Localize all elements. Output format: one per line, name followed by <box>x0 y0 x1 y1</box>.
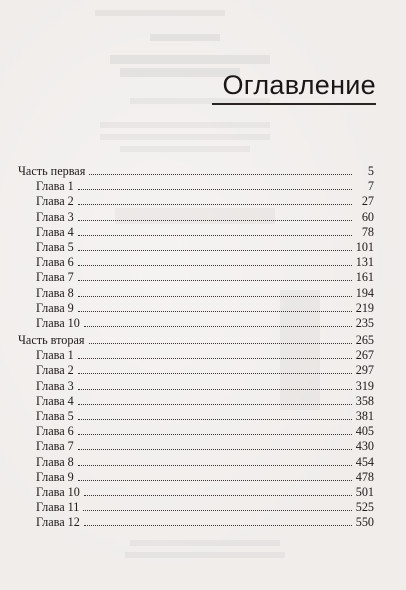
ghost-line <box>100 134 270 140</box>
dot-leader <box>83 510 351 511</box>
dot-leader <box>78 449 352 450</box>
dot-leader <box>78 465 352 466</box>
toc-page-number: 405 <box>355 424 374 439</box>
toc-entry-label: Глава 7 <box>36 270 74 285</box>
dot-leader <box>78 204 352 205</box>
toc-chapter-entry[interactable] <box>18 179 374 194</box>
toc-page-number: 381 <box>355 409 374 423</box>
toc-entry-label: Глава 5 <box>36 239 74 254</box>
toc-entry-label: Глава 1 <box>36 348 74 363</box>
toc-chapter-entry[interactable] <box>18 455 374 470</box>
toc-page-number: 78 <box>361 224 374 239</box>
toc-page-number: 267 <box>355 348 374 363</box>
toc-entry-label: Глава 1 <box>36 179 74 194</box>
dot-leader <box>78 220 352 221</box>
toc-chapter-entry[interactable] <box>18 394 374 409</box>
toc-entry-label: Глава 10 <box>36 484 80 499</box>
toc-chapter-entry[interactable] <box>18 240 374 255</box>
toc-entry-label: Глава 10 <box>36 315 80 330</box>
toc-page-number: 525 <box>355 500 374 515</box>
dot-leader <box>78 373 352 374</box>
toc-chapter-entry[interactable] <box>18 286 374 301</box>
toc-chapter-entry[interactable] <box>18 515 374 530</box>
toc-chapter-entry[interactable] <box>18 363 374 378</box>
toc-chapter-entry[interactable] <box>18 348 374 363</box>
toc-entry-label: Глава 8 <box>36 285 74 300</box>
dot-leader <box>78 480 352 481</box>
dot-leader <box>78 280 352 281</box>
toc-chapter-entry[interactable] <box>18 255 374 270</box>
page-title: Оглавление <box>222 70 376 100</box>
toc-page-number: 358 <box>355 393 374 408</box>
toc-chapter-entry[interactable] <box>18 301 374 316</box>
toc-entry-label: Глава 7 <box>36 439 74 454</box>
toc-entry-label: Глава 5 <box>36 409 74 423</box>
toc-page-number: 161 <box>355 270 374 285</box>
dot-leader <box>78 404 352 405</box>
toc-chapter-entry[interactable] <box>18 316 374 331</box>
toc-entry-label: Глава 3 <box>36 378 74 393</box>
toc-page-number: 7 <box>367 179 374 194</box>
toc-entry-label: Глава 11 <box>36 500 80 515</box>
toc-part-second[interactable] <box>18 333 374 348</box>
toc-page-number: 454 <box>355 454 374 469</box>
title-underline <box>212 103 376 105</box>
toc-entry-label: Глава 4 <box>36 393 74 408</box>
dot-leader <box>78 296 352 297</box>
dot-leader <box>89 343 352 344</box>
toc-entry-label: Глава 3 <box>36 209 74 224</box>
toc-chapter-entry[interactable] <box>18 270 374 285</box>
toc-entry-label: Глава 9 <box>36 469 74 484</box>
toc-chapter-entry[interactable] <box>18 470 374 485</box>
toc-page-number: 550 <box>355 515 374 530</box>
toc-chapter-entry[interactable] <box>18 194 374 209</box>
toc-chapter-entry[interactable] <box>18 210 374 225</box>
toc-page-number: 430 <box>355 439 374 454</box>
dot-leader <box>84 525 352 526</box>
ghost-line <box>110 55 270 64</box>
toc-entry-label: Глава 2 <box>36 194 74 209</box>
toc-entry-label: Глава 8 <box>36 454 74 469</box>
ghost-line <box>95 10 225 16</box>
toc-entry-label: Часть вторая <box>18 333 85 348</box>
dot-leader <box>89 174 352 175</box>
ghost-line <box>100 122 270 128</box>
toc-page-number: 60 <box>361 209 374 224</box>
toc-entry-label: Глава 12 <box>36 515 80 530</box>
toc-chapter-entry[interactable] <box>18 379 374 394</box>
ghost-line <box>150 34 220 41</box>
toc-page-number: 478 <box>355 469 374 484</box>
dot-leader <box>84 326 352 327</box>
dot-leader <box>78 265 352 266</box>
toc-chapter-entry[interactable] <box>18 409 374 424</box>
toc-entry-label: Глава 9 <box>36 300 74 315</box>
toc-entry-label: Часть первая <box>18 164 86 178</box>
toc-chapter-entry[interactable] <box>18 225 374 240</box>
dot-leader <box>78 235 352 236</box>
toc-page-number: 235 <box>355 315 374 330</box>
toc-chapter-entry[interactable] <box>18 485 374 500</box>
dot-leader <box>78 358 352 359</box>
ghost-line <box>125 552 285 558</box>
toc-page-number: 194 <box>355 285 374 300</box>
toc-entry-label: Глава 6 <box>36 424 74 439</box>
dot-leader <box>78 389 352 390</box>
dot-leader <box>78 434 352 435</box>
ghost-line <box>120 146 250 152</box>
toc-page-number: 5 <box>367 164 374 178</box>
toc-page-number: 319 <box>355 378 374 393</box>
dot-leader <box>84 495 352 496</box>
toc-entry-label: Глава 2 <box>36 363 74 378</box>
toc-chapter-entry[interactable] <box>18 424 374 439</box>
toc-page-number: 27 <box>361 194 374 209</box>
toc-part-first[interactable] <box>18 164 374 179</box>
toc-page-number: 297 <box>355 363 374 378</box>
toc-page-number: 501 <box>355 484 374 499</box>
dot-leader <box>78 419 352 420</box>
toc-chapter-entry[interactable] <box>18 439 374 454</box>
table-of-contents <box>18 163 374 531</box>
dot-leader <box>78 250 352 251</box>
toc-page-number: 131 <box>355 255 374 270</box>
toc-entry-label: Глава 6 <box>36 255 74 270</box>
toc-page-number: 219 <box>355 300 374 315</box>
dot-leader <box>78 311 352 312</box>
dot-leader <box>78 189 352 190</box>
ghost-line <box>130 540 280 546</box>
toc-page-number: 265 <box>355 333 374 348</box>
toc-chapter-entry[interactable] <box>18 500 374 515</box>
toc-entry-label: Глава 4 <box>36 224 74 239</box>
toc-page-number: 101 <box>355 239 374 254</box>
